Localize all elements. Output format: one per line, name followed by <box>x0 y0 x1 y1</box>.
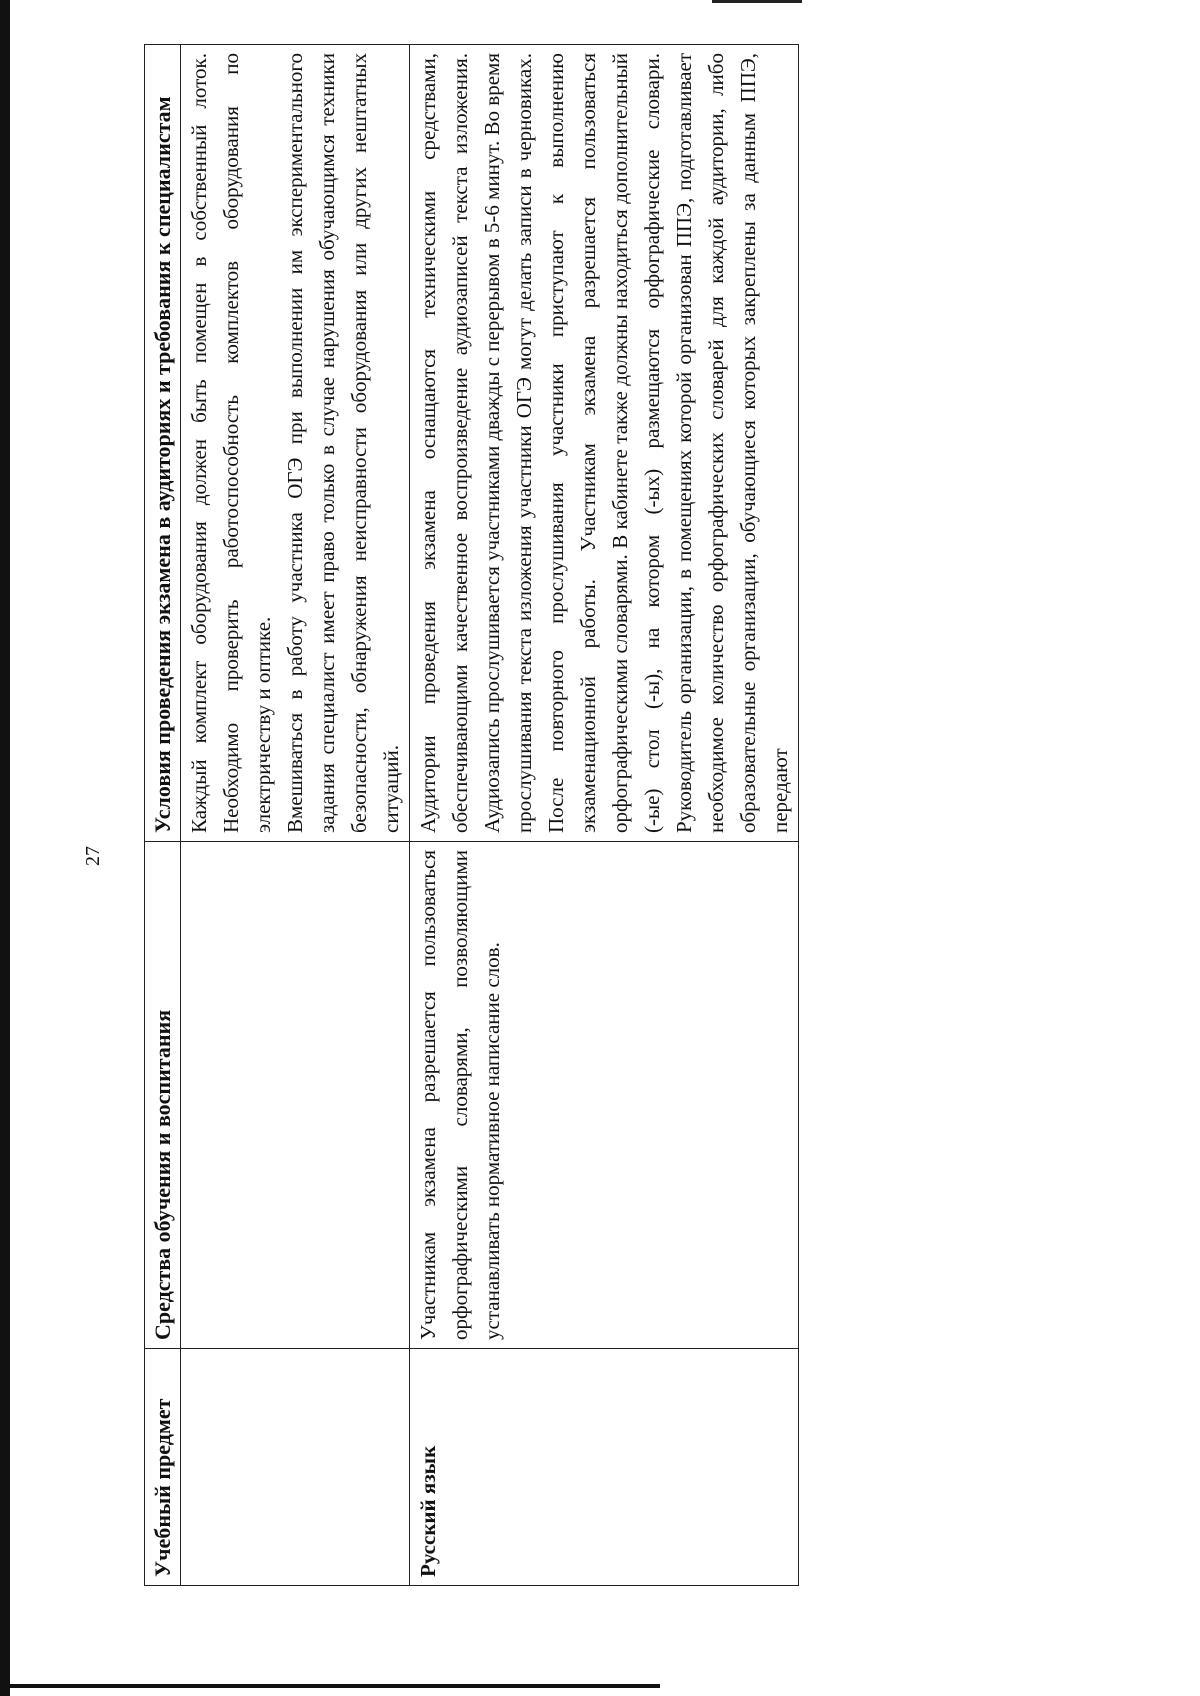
cell-subject <box>181 1349 410 1586</box>
page-number: 27 <box>82 846 104 866</box>
cell-conditions <box>181 45 410 842</box>
table-row <box>181 45 410 1586</box>
cell-means <box>181 842 410 1349</box>
requirements-table <box>144 44 799 1586</box>
header-means: Средства обучения и воспитания <box>145 842 181 1349</box>
table-header-row <box>145 45 181 1586</box>
conditions-paragraph: Вмешиваться в работу участника ОГЭ при выполнении им экспериментального задания специалист имеет право только в случае нарушения обучающимся техники безопасности, обнаружения неисправности оборудования или других нештатных ситуаций. <box>283 53 403 833</box>
header-conditions: Условия проведения экзамена в аудиториях и требования к специалистам <box>145 45 181 842</box>
header-subject: Учебный предмет <box>145 1349 181 1586</box>
cell-subject: Русский язык <box>410 1349 799 1586</box>
cell-conditions: Аудитории проведения экзамена оснащаются техническими средствами, обеспечивающими качественное воспроизведение аудиозаписей текста изложения. Аудиозапись прослушивается участниками дважды с перерывом в 5-6 минут. Во время прослушивания текста изложения участники ОГЭ могут делать записи в черновиках. После повторного прослушивания участники приступают к выполнению экзаменационной работы. Участникам экзамена разрешается пользоваться орфографическими словарями. В кабинете также должны находиться дополнительный (-ые) стол (-ы), на котором (-ых) размещаются орфографические словари. Руководитель организации, в помещениях которой организован ППЭ, подготавливает необходимое количество орфографических словарей для каждой аудитории, либо образовательные организации, обучающиеся которых закреплены за данным ППЭ, передают <box>410 45 799 842</box>
table-row <box>410 45 799 1586</box>
cell-means: Участникам экзамена разрешается пользоваться орфографическими словарями, позволяющими устанавливать нормативное написание слов. <box>410 842 799 1349</box>
conditions-paragraph: Каждый комплект оборудования должен быть помещен в собственный лоток. Необходимо проверить работоспособность комплектов оборудования по электричеству и оптике. <box>187 53 275 833</box>
